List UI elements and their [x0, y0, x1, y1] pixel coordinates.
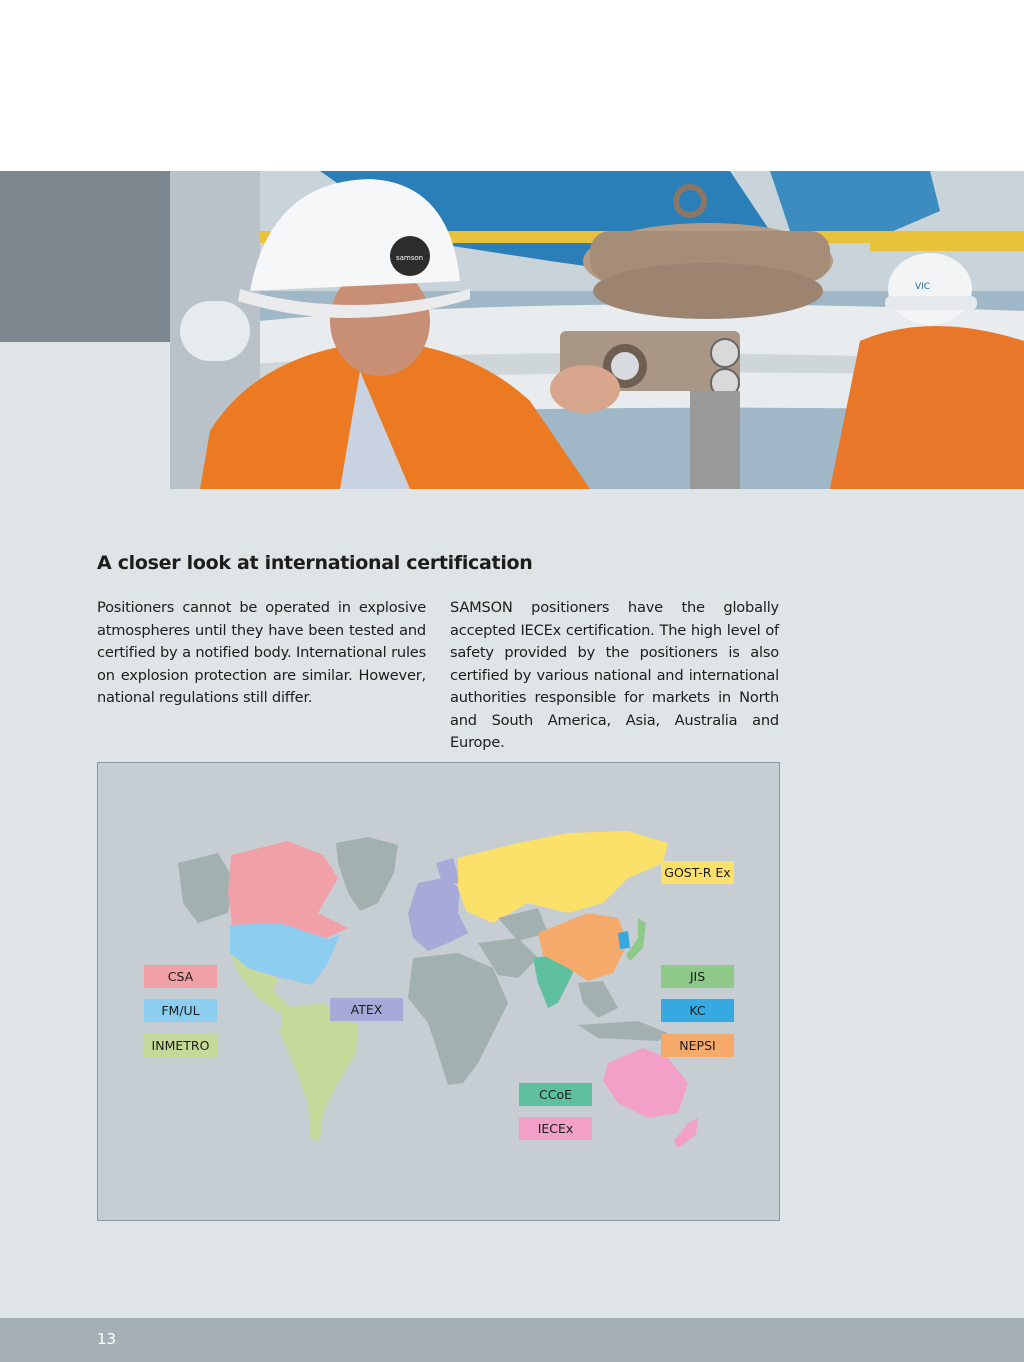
region-canada — [228, 841, 348, 938]
region-alaska — [178, 853, 233, 923]
top-margin — [0, 0, 1024, 171]
label-atex: ATEX — [330, 998, 403, 1021]
region-korea — [618, 931, 630, 949]
region-greenland — [336, 837, 398, 911]
photo-illustration — [170, 171, 1024, 489]
region-southeast-asia — [578, 981, 618, 1018]
label-csa: CSA — [144, 965, 217, 988]
hardhat-logo-text: samson — [396, 254, 424, 262]
label-fmul: FM/UL — [144, 999, 217, 1022]
label-nepsi: NEPSI — [661, 1034, 734, 1057]
region-indonesia — [578, 1021, 668, 1041]
label-ccoe: CCoE — [519, 1083, 592, 1106]
paragraph-left: Positioners cannot be operated in explosive atmospheres until they have been tested and certified by a notified body. International rules on explosion protection are similar. However, national regulations still differ. — [97, 599, 426, 706]
region-south-america — [280, 1003, 358, 1141]
label-inmetro: INMETRO — [144, 1034, 217, 1057]
paragraph-right: SAMSON positioners have the globally accepted IECEx certification. The high level of safety provided by the positioners is also certified by various national and international authorities responsible for markets in North and South America, Asia, Australia and Europe. — [450, 599, 779, 751]
region-russia — [458, 831, 668, 923]
region-australia — [603, 1048, 688, 1118]
region-new-zealand — [674, 1118, 698, 1148]
world-map-svg — [98, 763, 779, 1220]
section-heading: A closer look at international certification — [97, 552, 533, 574]
hardhat-right-text: VIC — [915, 282, 931, 292]
header-photo — [170, 171, 1024, 489]
label-jis: JIS — [661, 965, 734, 988]
certification-world-map — [97, 762, 780, 1221]
label-gost: GOST-R Ex — [661, 861, 734, 884]
region-africa — [408, 953, 508, 1085]
page-number: 13 — [97, 1330, 117, 1348]
label-kc: KC — [661, 999, 734, 1022]
label-iecex: IECEx — [519, 1117, 592, 1140]
decorative-grey-block — [0, 171, 170, 342]
footer-bar — [0, 1318, 1024, 1362]
